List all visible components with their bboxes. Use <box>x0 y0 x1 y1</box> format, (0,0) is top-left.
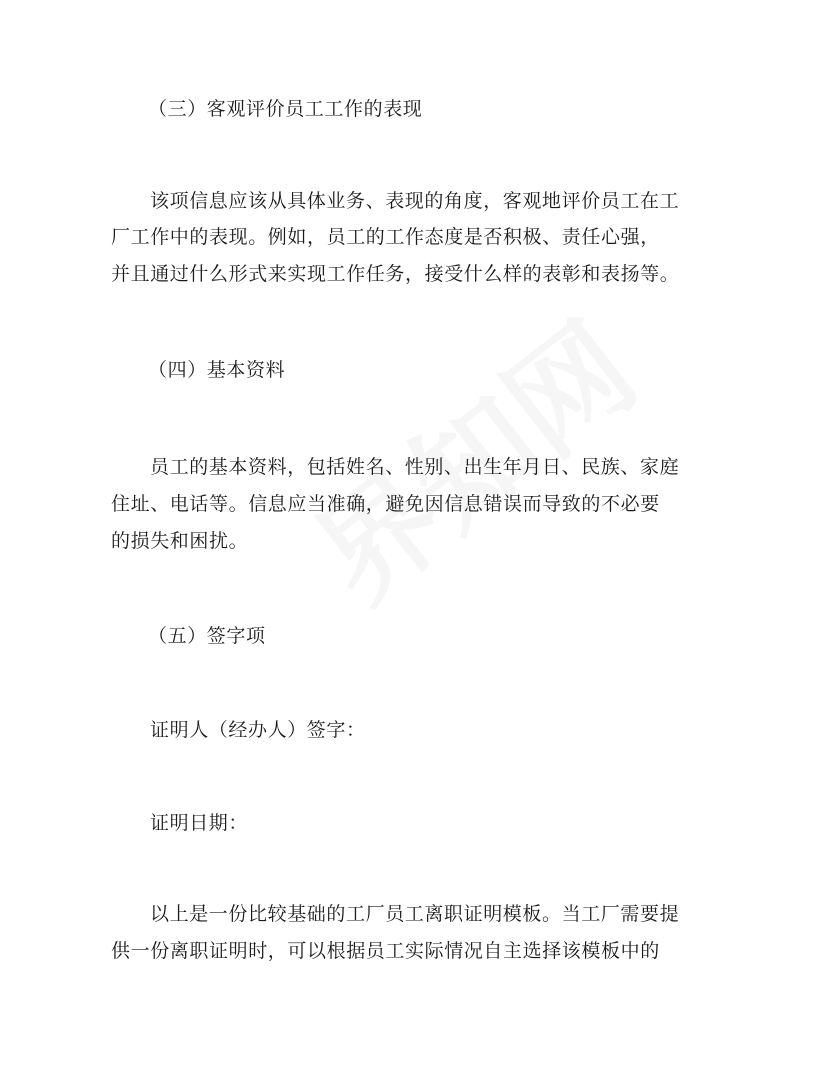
paragraph-line: 的损失和困扰。 <box>111 530 249 552</box>
paragraph-line: 该项信息应该从具体业务、表现的角度，客观地评价员工在工 <box>150 190 680 212</box>
section-heading-3: （三）客观评价员工工作的表现 <box>148 98 423 120</box>
section-heading-4: （四）基本资料 <box>148 359 286 381</box>
date-label: 证明日期： <box>150 812 249 834</box>
paragraph-line: 厂工作中的表现。例如，员工的工作态度是否积极、责任心强， <box>111 226 660 248</box>
paragraph-line: 并且通过什么形式来实现工作任务，接受什么样的表彰和表扬等。 <box>111 263 680 285</box>
paragraph-line: 住址、电话等。信息应当准确，避免因信息错误而导致的不必要 <box>111 493 660 515</box>
paragraph-line: 以上是一份比较基础的工厂员工离职证明模板。当工厂需要提 <box>150 903 680 925</box>
signature-label: 证明人（经办人）签字： <box>150 719 366 741</box>
paragraph-line: 员工的基本资料，包括姓名、性别、出生年月日、民族、家庭 <box>150 456 680 478</box>
section-heading-5: （五）签字项 <box>148 625 266 647</box>
paragraph-line: 供一份离职证明时，可以根据员工实际情况自主选择该模板中的 <box>111 940 660 962</box>
